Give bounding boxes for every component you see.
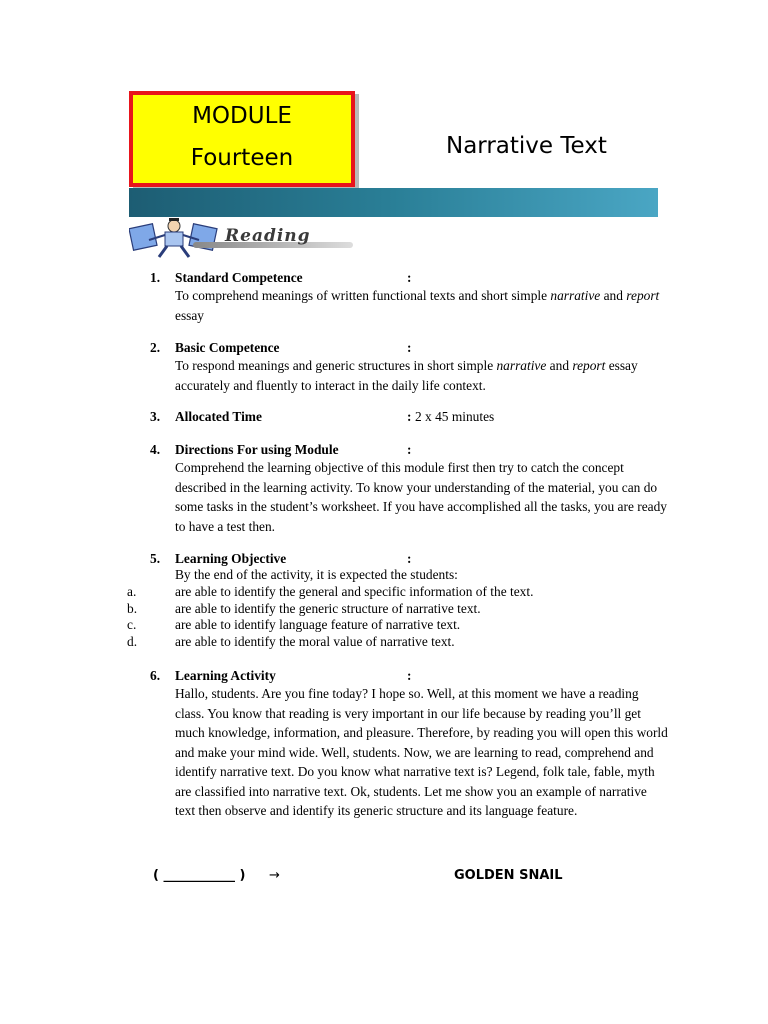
section-number: 2. — [150, 340, 161, 355]
objective-intro: By the end of the activity, it is expected the students: — [175, 567, 458, 582]
list-item — [127, 583, 670, 601]
list-item-letter: a. — [127, 583, 137, 599]
page-title: Narrative Text — [446, 133, 607, 159]
list-item — [127, 617, 670, 634]
section-learning-activity — [150, 666, 670, 821]
story-title: GOLDEN SNAIL — [454, 868, 563, 883]
list-item-letter: d. — [127, 634, 138, 650]
list-item-text: are able to identify the general and specific information of the text. — [175, 583, 534, 599]
section-colon: : — [407, 551, 412, 566]
section-heading: Allocated Time — [175, 409, 262, 424]
section-number: 4. — [150, 442, 161, 457]
list-item-letter: c. — [127, 617, 137, 633]
header-banner — [129, 188, 658, 217]
section-directions — [150, 440, 670, 536]
section-number: 5. — [150, 551, 161, 566]
section-heading: Directions For using Module — [175, 442, 339, 457]
section-basic-competence — [150, 338, 670, 395]
section-body: To respond meanings and generic structures in short simple narrative and report essay accurately and fluently to interact in the daily life context. — [175, 358, 638, 393]
blank-field: ( ___________ ) — [153, 868, 246, 883]
reading-label: Reading — [225, 226, 311, 246]
reading-figure-icon — [129, 218, 221, 258]
section-number: 6. — [150, 668, 161, 683]
section-body: Comprehend the learning objective of this module first then try to catch the concept described in the learning activity. To know your understanding of the material, you can do some tasks in the student’s worksheet. If you have accomplished all the tasks, you are ready to have a test then. — [175, 460, 667, 534]
list-item — [127, 634, 670, 651]
list-item-text: are able to identify the generic structure of narrative text. — [175, 600, 481, 616]
section-colon: : — [407, 668, 412, 683]
list-item — [127, 600, 670, 618]
section-colon: : — [407, 409, 412, 424]
section-number: 3. — [150, 409, 161, 424]
section-body: To comprehend meanings of written functional texts and short simple narrative and report essay — [175, 288, 660, 323]
section-heading: Standard Competence — [175, 270, 303, 285]
section-heading: Learning Activity — [175, 668, 276, 683]
section-allocated-time — [150, 407, 670, 425]
section-colon: : — [407, 270, 412, 285]
objective-list — [127, 583, 670, 651]
section-number: 1. — [150, 270, 161, 285]
section-learning-objective — [127, 549, 670, 651]
section-heading: Learning Objective — [175, 551, 287, 566]
list-item-text: are able to identify language feature of narrative text. — [175, 617, 461, 633]
module-number: Fourteen — [190, 145, 294, 171]
reading-banner — [129, 218, 354, 258]
allocated-time-value: 2 x 45 minutes — [415, 409, 495, 424]
section-body: Hallo, students. Are you fine today? I hope so. Well, at this moment we have a reading class. You know that reading is very important in our life because by reading you’ll get much knowledge, information, and pleasure. Therefore, by reading you will open this world and make your mind wide. Well, students. Now, we are learning to read, comprehend and identify narrative text. Do you know what narrative text is? Legend, folk tale, fable, myth are classified into narrative text. Ok, students. Let me show you an example of narrative text then observe and identify its generic structure and its language feature. — [175, 686, 668, 818]
list-item-text: are able to identify the moral value of narrative text. — [175, 634, 455, 650]
module-box — [129, 91, 355, 187]
section-standard-competence — [150, 268, 670, 325]
section-colon: : — [407, 442, 412, 457]
module-label: MODULE — [192, 103, 292, 129]
list-item-letter: b. — [127, 600, 138, 616]
section-heading: Basic Competence — [175, 340, 280, 355]
section-colon: : — [407, 340, 412, 355]
arrow-icon: → — [269, 868, 280, 883]
